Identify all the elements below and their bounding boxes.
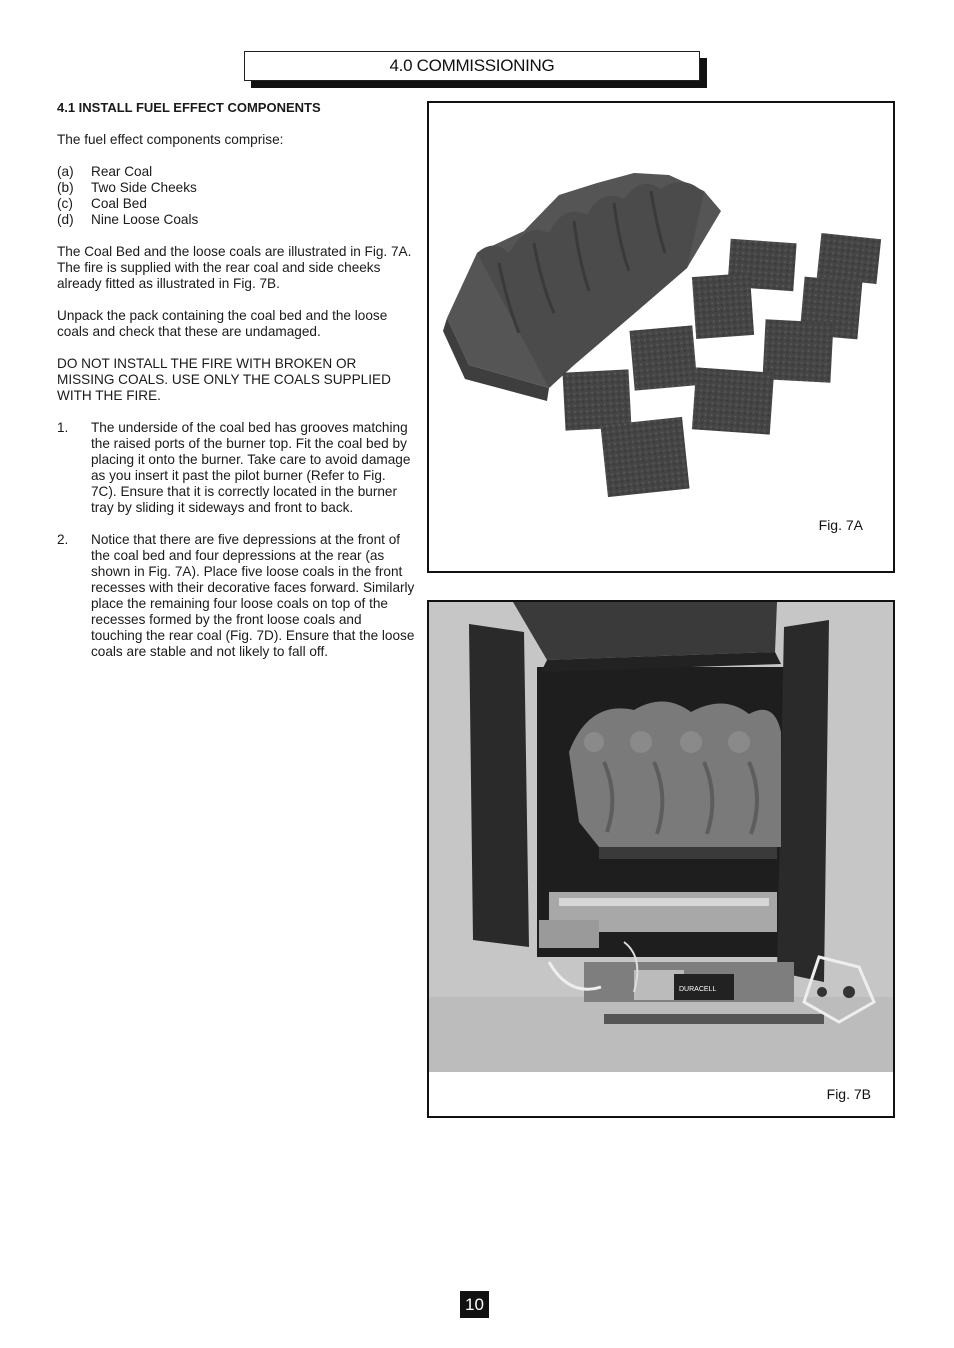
page-number-text: 10 — [465, 1294, 484, 1314]
list-item — [57, 212, 415, 228]
list-item — [57, 164, 415, 180]
page-number — [460, 1291, 489, 1318]
figure-7b — [427, 600, 895, 1118]
list-key: (d) — [57, 212, 74, 227]
list-text: Rear Coal — [91, 164, 153, 179]
paragraph-unpack: Unpack the pack containing the coal bed and the loose coals and check that these are undamaged. — [57, 308, 388, 339]
list-text: Coal Bed — [91, 196, 147, 211]
step-key: 2. — [57, 532, 69, 547]
list-key: (c) — [57, 196, 73, 211]
step-item — [57, 532, 415, 660]
warning-paragraph: DO NOT INSTALL THE FIRE WITH BROKEN OR MISSING COALS. USE ONLY THE COALS SUPPLIED WITH THE FIRE. — [57, 356, 391, 403]
battery-label: DURACELL — [679, 986, 717, 993]
fire-photo — [429, 602, 893, 1116]
list-key: (b) — [57, 180, 74, 195]
subheading: 4.1 INSTALL FUEL EFFECT COMPONENTS — [57, 100, 321, 115]
figure-caption: Fig. 7B — [826, 1086, 871, 1102]
step-key: 1. — [57, 420, 69, 435]
figure-caption: Fig. 7A — [818, 517, 863, 533]
step-item — [57, 420, 415, 516]
step-text: The underside of the coal bed has grooves matching the raised ports of the burner top. Fit the coal bed by placing it onto the burner. Take care to avoid damage as you insert it past the pilot burner (Refer to Fig. 7C). Ensure that it is correctly located in the burner tray by sliding it sideways and front to back. — [91, 420, 411, 515]
coals-photo — [429, 103, 893, 571]
text-column — [57, 100, 415, 676]
list-text: Two Side Cheeks — [91, 180, 197, 195]
step-text: Notice that there are five depressions at the front of the coal bed and four depressions at the rear (as shown in Fig. 7A). Place five loose coals in the front recesses with their decorative faces forward. Similarly place the remaining four loose coals on top of the recesses formed by the front loose coals and touching the rear coal (Fig. 7D). Ensure that the loose coals are stable and not likely to fall off. — [91, 532, 415, 659]
list-text: Nine Loose Coals — [91, 212, 199, 227]
paragraph-illustration: The Coal Bed and the loose coals are illustrated in Fig. 7A. The fire is supplied with the rear coal and side cheeks already fitted as illustrated in Fig. 7B. — [57, 244, 412, 291]
figure-7a — [427, 101, 895, 573]
components-list — [57, 164, 415, 228]
section-title: 4.0 COMMISSIONING — [389, 56, 555, 75]
list-item — [57, 196, 415, 212]
list-key: (a) — [57, 164, 74, 179]
intro-paragraph: The fuel effect components comprise: — [57, 132, 284, 147]
section-header — [244, 51, 700, 81]
rear-coal — [569, 701, 781, 847]
list-item — [57, 180, 415, 196]
